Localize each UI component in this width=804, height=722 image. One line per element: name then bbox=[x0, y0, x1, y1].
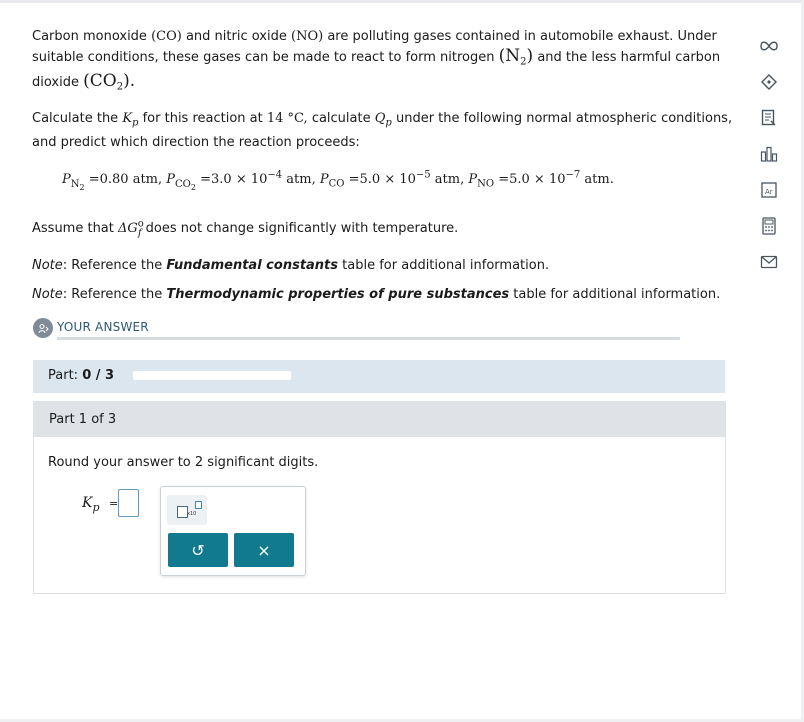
periodic-table-icon[interactable] bbox=[756, 178, 782, 202]
worksheet-icon[interactable] bbox=[756, 106, 782, 130]
part-header bbox=[34, 402, 725, 437]
part-progress-bar bbox=[33, 360, 725, 393]
kp-answer-input[interactable] bbox=[118, 489, 139, 517]
note-thermodynamic-properties: Note: Reference the Thermodynamic properties of pure substances table for additional information. bbox=[32, 287, 721, 302]
tag-icon[interactable] bbox=[756, 70, 782, 94]
part-progress-track bbox=[133, 371, 291, 380]
mail-icon[interactable] bbox=[756, 250, 782, 274]
part-title: Part 1 of 3 bbox=[49, 412, 117, 427]
note-fundamental-constants: Note: Reference the Fundamental constants table for additional information. bbox=[32, 258, 550, 273]
infinity-icon[interactable] bbox=[756, 34, 782, 58]
calc-line-1: Calculate the $K_p$ for this reaction at 14 °C, calculate $Q_p$ under the following normal atmospheric conditions, bbox=[32, 111, 733, 129]
partial-pressures: $P_{N_2} =0.80$ atm, $P_{CO_2} =3.0 \times 10^{-4}$ atm, $P_{CO} =5.0 \times 10^{-5}$ atm, $P_{NO} =5.0 \times 10^{-7}$ atm. bbox=[62, 169, 614, 192]
intro-line-2: suitable conditions, these gases can be made to react to form nitrogen $(N_2)$ and the less harmful carbon bbox=[32, 46, 721, 68]
your-answer-icon bbox=[33, 318, 53, 338]
undo-button[interactable]: ↺ bbox=[168, 533, 228, 567]
assume-line: Assume that $\Delta G^o_f$ does not change significantly with temperature. bbox=[32, 218, 459, 239]
calculator-icon[interactable] bbox=[756, 214, 782, 238]
x10-label: x10 bbox=[187, 511, 197, 517]
math-tool-panel bbox=[160, 486, 306, 576]
fundamental-constants-link[interactable]: Fundamental constants bbox=[166, 258, 339, 273]
calc-line-2: and predict which direction the reaction proceeds: bbox=[32, 135, 360, 150]
your-answer-rule bbox=[57, 337, 680, 340]
kp-label: $K_p$ = bbox=[82, 495, 119, 514]
bar-chart-icon[interactable] bbox=[756, 142, 782, 166]
exponent-box-icon bbox=[195, 501, 202, 509]
your-answer-label: YOUR ANSWER bbox=[57, 320, 149, 334]
intro-line-3: dioxide $(CO_2)$. bbox=[32, 71, 136, 93]
round-instructions: Round your answer to 2 significant digits. bbox=[48, 455, 319, 470]
clear-button[interactable]: × bbox=[234, 533, 294, 567]
svg-text:Ar: Ar bbox=[765, 188, 773, 196]
top-rule bbox=[0, 0, 804, 3]
times-ten-power-button[interactable] bbox=[167, 495, 207, 525]
part-progress-label: Part: 0 / 3 bbox=[48, 368, 115, 383]
thermodynamic-properties-link[interactable]: Thermodynamic properties of pure substances bbox=[166, 287, 510, 302]
intro-line-1: Carbon monoxide (CO) and nitric oxide (NO) are polluting gases contained in automobile exhaust. Under bbox=[32, 29, 717, 44]
